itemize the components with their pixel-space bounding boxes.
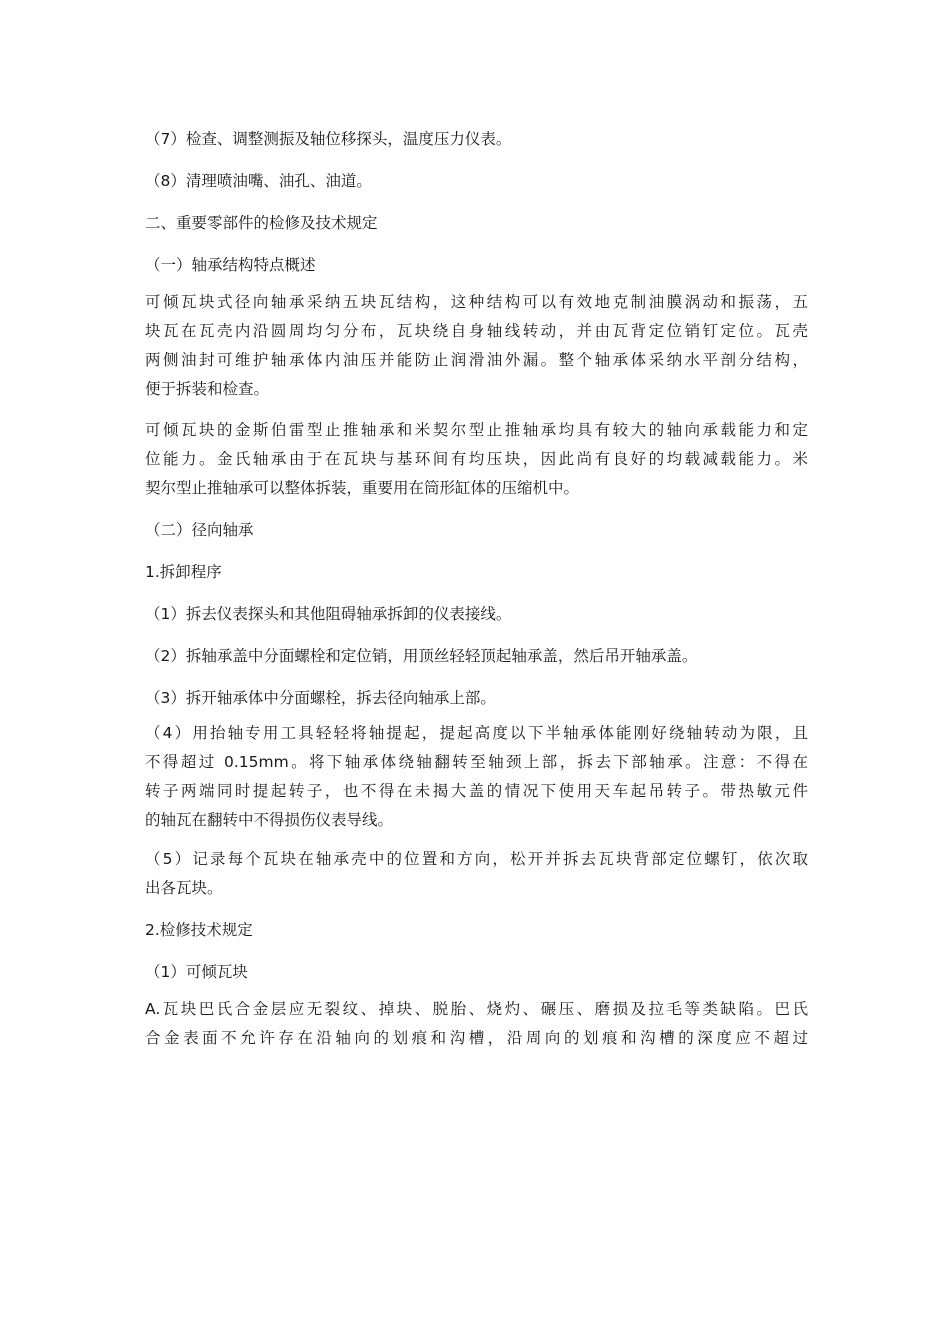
text-line-step-3: （3）拆开轴承体中分面螺栓，拆去径向轴承上部。 — [145, 689, 496, 707]
paragraph-row: A.瓦块巴氏合金层应无裂纹、掉块、脱胎、烧灼、碾压、磨损及拉毛等类缺陷。巴氏 — [145, 1000, 808, 1018]
paragraph-radial-bearing — [145, 288, 808, 404]
text-line-tilting-pad: （1）可倾瓦块 — [145, 963, 248, 981]
paragraph-step-4 — [145, 719, 808, 835]
subsection-heading-bearing-overview: （一）轴承结构特点概述 — [145, 256, 316, 274]
paragraph-row: 位能力。金氏轴承由于在瓦块与基环间有均压块，因此尚有良好的均载减载能力。米 — [145, 450, 808, 468]
paragraph-row: 块瓦在瓦壳内沿圆周均匀分布，瓦块绕自身轴线转动，并由瓦背定位销钉定位。瓦壳 — [145, 322, 808, 340]
text-line-step-1: （1）拆去仪表探头和其他阻碍轴承拆卸的仪表接线。 — [145, 605, 512, 623]
subsection-heading-radial-bearing: （二）径向轴承 — [145, 521, 254, 539]
text-line-clean-nozzles: （8）清理喷油嘴、油孔、油道。 — [145, 172, 372, 190]
heading-repair-requirements: 2.检修技术规定 — [145, 921, 253, 939]
text-line-step-2: （2）拆轴承盖中分面螺栓和定位销，用顶丝轻轻顶起轴承盖，然后吊开轴承盖。 — [145, 647, 698, 665]
paragraph-row: 便于拆装和检查。 — [145, 380, 270, 398]
paragraph-pad-babbitt — [145, 995, 808, 1053]
paragraph-row: 契尔型止推轴承可以整体拆装，重要用在筒形缸体的压缩机中。 — [145, 479, 580, 497]
paragraph-thrust-bearing — [145, 416, 808, 503]
section-heading-parts-repair: 二、重要零部件的检修及技术规定 — [145, 214, 378, 232]
paragraph-row: （4）用抬轴专用工具轻轻将轴提起，提起高度以下半轴承体能刚好绕轴转动为限，且 — [145, 724, 808, 742]
paragraph-row: 两侧油封可维护轴承体内油压并能防止润滑油外漏。整个轴承体采纳水平剖分结构， — [145, 351, 808, 369]
paragraph-row: （5）记录每个瓦块在轴承壳中的位置和方向，松开并拆去瓦块背部定位螺钉，依次取 — [145, 850, 808, 868]
paragraph-row: 的轴瓦在翻转中不得损伤仪表导线。 — [145, 811, 394, 829]
paragraph-step-5 — [145, 845, 808, 903]
paragraph-row: 出各瓦块。 — [145, 879, 223, 897]
paragraph-row: 不得超过 0.15mm。将下轴承体绕轴翻转至轴颈上部，拆去下部轴承。注意：不得在 — [145, 753, 808, 771]
paragraph-row: 可倾瓦块的金斯伯雷型止推轴承和米契尔型止推轴承均具有较大的轴向承载能力和定 — [145, 421, 808, 439]
paragraph-row: 合金表面不允许存在沿轴向的划痕和沟槽，沿周向的划痕和沟槽的深度应不超过 — [145, 1029, 808, 1047]
heading-disassembly-procedure: 1.拆卸程序 — [145, 563, 222, 581]
paragraph-row: 转子两端同时提起转子，也不得在未揭大盖的情况下使用天车起吊转子。带热敏元件 — [145, 782, 808, 800]
text-line-inspect-probes: （7）检查、调整测振及轴位移探头，温度压力仪表。 — [145, 130, 512, 148]
paragraph-row: 可倾瓦块式径向轴承采纳五块瓦结构，这种结构可以有效地克制油膜涡动和振荡，五 — [145, 293, 808, 311]
